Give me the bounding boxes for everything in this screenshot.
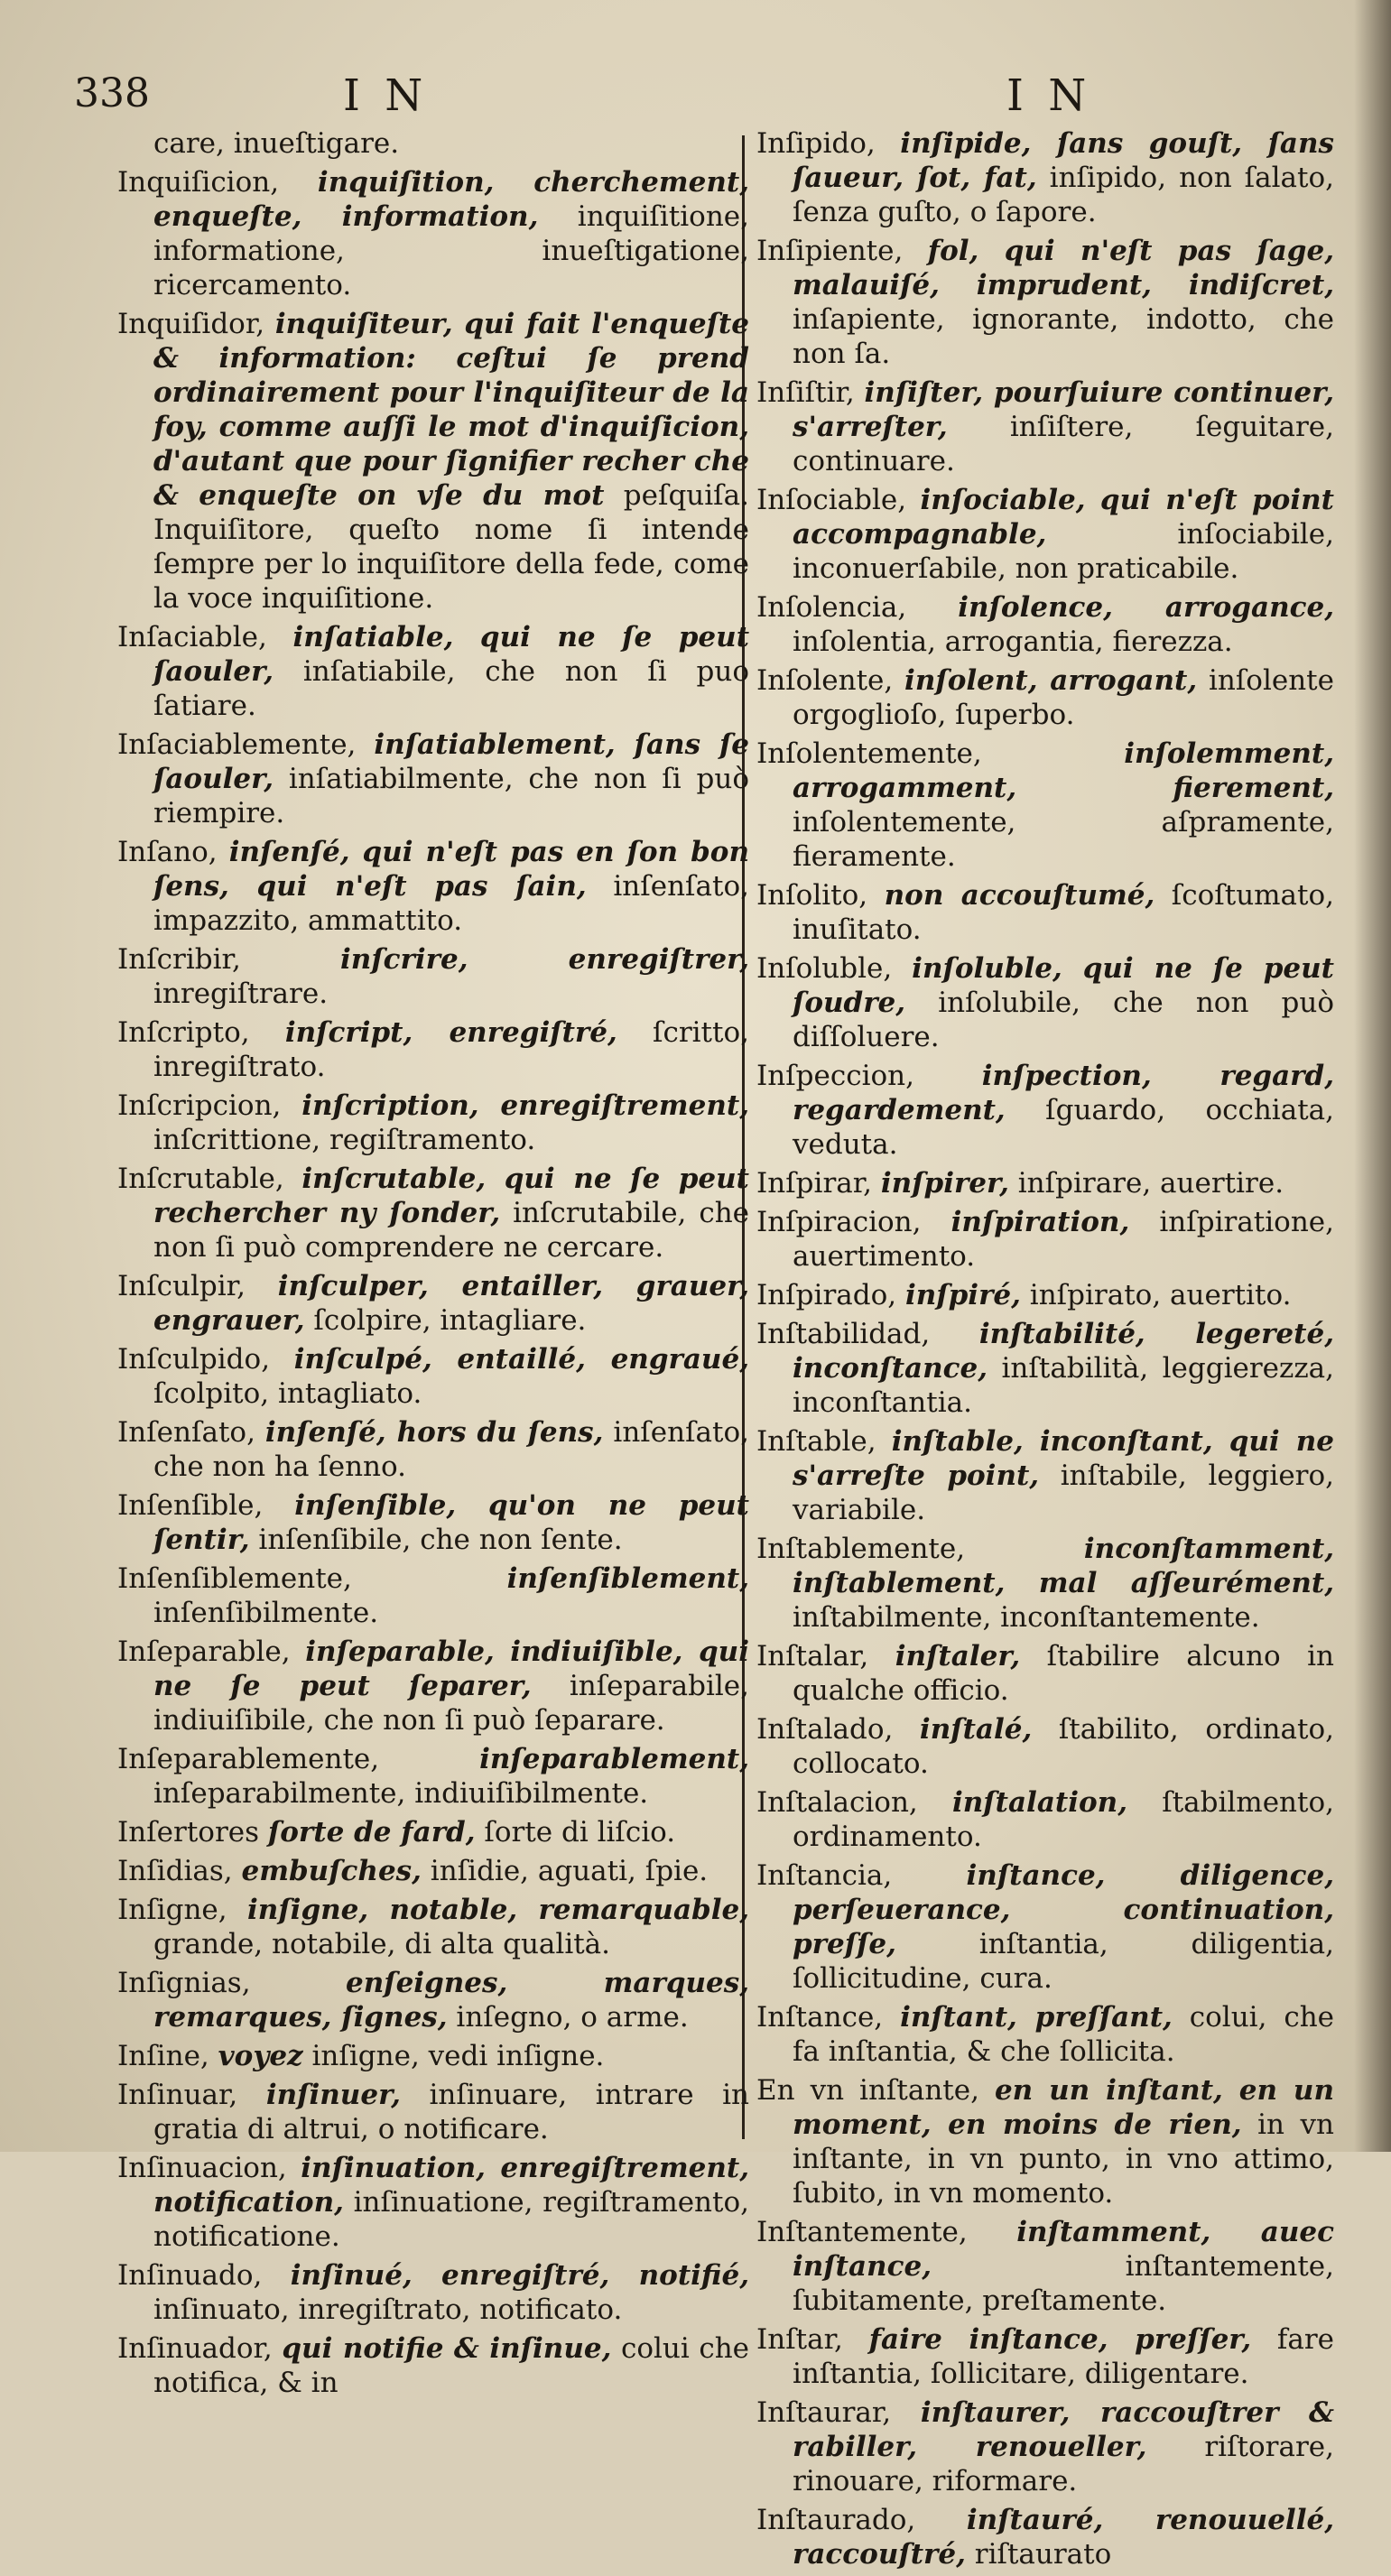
dictionary-entry bbox=[117, 1966, 749, 2034]
italian-gloss: inſpirare, auertire. bbox=[1017, 1167, 1284, 1200]
italian-gloss: inſiſtere, ſeguitare, continuare. bbox=[793, 411, 1335, 477]
french-gloss: inſoluble, qui ne ſe peut ſoudre, bbox=[793, 952, 1334, 1019]
italian-gloss: inſtabilità, leggierezza, inconſtantia. bbox=[793, 1352, 1334, 1419]
french-gloss: inſinué, enregiſtré, notifié, bbox=[290, 2259, 749, 2292]
headword: Inſoluble, bbox=[756, 952, 893, 985]
italian-gloss: inſidie, aguati, ſpie. bbox=[430, 1855, 709, 1887]
dictionary-entry bbox=[756, 126, 1334, 229]
french-gloss: inconſtamment, inſtablement, mal aſſeurément, bbox=[793, 1533, 1334, 1599]
french-gloss: qui notifie & inſinue, bbox=[282, 2332, 612, 2365]
headword: Inſpirar, bbox=[756, 1167, 873, 1200]
dictionary-entry bbox=[756, 1785, 1334, 1854]
headword: Inſtable, bbox=[756, 1425, 876, 1458]
dictionary-entry bbox=[756, 1166, 1334, 1200]
italian-gloss: ſtabilmento, ordinamento. bbox=[793, 1786, 1334, 1853]
left-column bbox=[117, 126, 749, 2405]
headword: Inſigne, bbox=[117, 1894, 227, 1926]
dictionary-entry bbox=[117, 307, 749, 616]
french-gloss: inſolent, arrogant, bbox=[904, 664, 1198, 697]
french-gloss: inſtabilité, legereté, inconſtance, bbox=[793, 1318, 1334, 1385]
dictionary-entry bbox=[117, 727, 749, 830]
italian-gloss: inſtantia, diligentia, ſollicitudine, cura. bbox=[793, 1928, 1334, 1995]
headword: Inſinuado, bbox=[117, 2259, 263, 2292]
dictionary-entry bbox=[756, 1858, 1334, 1996]
french-gloss: inſenſible, qu'on ne peut ſentir, bbox=[153, 1489, 749, 1556]
italian-gloss: inſpirato, auertito. bbox=[1029, 1279, 1292, 1311]
headword: Inſtancia, bbox=[756, 1859, 893, 1892]
headword: Inſtaurado, bbox=[756, 2504, 916, 2536]
french-gloss: ſorte de fard, bbox=[267, 1816, 476, 1849]
italian-gloss: inſenſato, impazzito, ammattito. bbox=[153, 870, 749, 937]
headword: Inſinuacion, bbox=[117, 2152, 287, 2184]
french-gloss: inſolence, arrogance, bbox=[958, 591, 1334, 624]
french-gloss: en un inſtant, en un moment, en moins de rien, bbox=[793, 2074, 1334, 2141]
french-gloss: non accouſtumé, bbox=[884, 879, 1155, 912]
french-gloss: inſtalé, bbox=[919, 1713, 1033, 1746]
italian-gloss: inſtantemente, ſubitamente, preſtamente. bbox=[793, 2250, 1334, 2317]
italian-gloss: inſenſibilmente. bbox=[153, 1597, 379, 1629]
dictionary-entry bbox=[756, 2000, 1334, 2069]
headword: En vn inſtante, bbox=[756, 2074, 979, 2107]
italian-gloss: inquiſitione, informatione, inueſtigatione, ricercamento. bbox=[153, 200, 749, 301]
french-gloss: inſenſiblement, bbox=[506, 1562, 749, 1595]
dictionary-entry bbox=[756, 737, 1334, 874]
dictionary-entry bbox=[117, 126, 749, 161]
dictionary-entry bbox=[117, 1269, 749, 1338]
headword: Inſpiracion, bbox=[756, 1206, 922, 1238]
italian-gloss: riſtaurato bbox=[974, 2538, 1112, 2571]
headword: Inſculpir, bbox=[117, 1270, 246, 1302]
headword: Inſculpido, bbox=[117, 1343, 271, 1376]
headword: Inſiſtir, bbox=[756, 376, 855, 409]
french-gloss: inſculpé, entaillé, engraué, bbox=[293, 1343, 749, 1376]
headword: Inſano, bbox=[117, 836, 218, 868]
headword: Inſtantemente, bbox=[756, 2216, 968, 2248]
dictionary-entry bbox=[756, 2073, 1334, 2210]
french-gloss: inſcrire, enregiſtrer, bbox=[340, 943, 750, 976]
headword: Inſtar, bbox=[756, 2323, 843, 2356]
headword: Inquiſidor, bbox=[117, 308, 265, 340]
italian-gloss: inſinuatione, regiſtramento, notificatione. bbox=[153, 2186, 750, 2253]
running-head-right: I N bbox=[1006, 70, 1092, 121]
headword: Inſtabilidad, bbox=[756, 1318, 931, 1350]
italian-gloss: inſociabile, inconuerſabile, non praticabile. bbox=[793, 518, 1334, 585]
dictionary-entry bbox=[117, 2039, 749, 2073]
italian-gloss: inſcrutabile, che non ſi può comprendere ne cercare. bbox=[153, 1197, 750, 1264]
headword: Inſtaurar, bbox=[756, 2396, 892, 2429]
dictionary-entry bbox=[756, 951, 1334, 1054]
italian-gloss: inſolubile, che non può diſſoluere. bbox=[793, 987, 1334, 1053]
french-gloss: inſenſé, hors du ſens, bbox=[264, 1416, 604, 1449]
headword: Inſinuador, bbox=[117, 2332, 273, 2365]
dictionary-entry bbox=[756, 663, 1334, 732]
italian-gloss: grande, notabile, di alta qualità. bbox=[153, 1928, 611, 1960]
french-gloss: inſigne, notable, remarquable, bbox=[247, 1894, 749, 1926]
french-gloss: inſatiable, qui ne ſe peut ſaouler, bbox=[153, 621, 750, 688]
french-gloss: inſpiration, bbox=[951, 1206, 1130, 1238]
headword: Inſaciable, bbox=[117, 621, 267, 653]
italian-gloss: riſtorare, rinouare, riformare. bbox=[793, 2431, 1334, 2497]
headword: Inſenſiblemente, bbox=[117, 1562, 352, 1595]
italian-gloss: inſolentemente, aſpramente, fieramente. bbox=[793, 806, 1334, 873]
headword: Inſolito, bbox=[756, 879, 868, 912]
french-gloss: faire inſtance, preſſer, bbox=[868, 2323, 1252, 2356]
italian-gloss: inſapiente, ignorante, indotto, che non ſa. bbox=[793, 303, 1334, 370]
italian-gloss: ſguardo, occhiata, veduta. bbox=[793, 1094, 1334, 1161]
dictionary-entry bbox=[756, 1059, 1334, 1162]
dictionary-entry bbox=[756, 1205, 1334, 1274]
dictionary-entry bbox=[117, 1162, 749, 1265]
dictionary-entry bbox=[117, 2331, 749, 2400]
french-gloss: inſpection, regard, regardement, bbox=[793, 1060, 1334, 1126]
italian-gloss: inregiſtrare. bbox=[153, 978, 329, 1010]
headword: Inſtablemente, bbox=[756, 1533, 966, 1565]
french-gloss: inſtaler, bbox=[895, 1640, 1021, 1673]
french-gloss: inſeparable, indiuiſible, qui ne ſe peut ſeparer, bbox=[153, 1635, 749, 1702]
french-gloss: inſtalation, bbox=[951, 1786, 1128, 1819]
french-gloss: inquiſition, cherchement, enqueſte, information, bbox=[153, 166, 749, 233]
french-gloss: enſeignes, marques, remarques, ſignes, bbox=[153, 1967, 749, 2034]
dictionary-entry bbox=[117, 620, 749, 723]
french-gloss: inſcription, enregiſtrement, bbox=[301, 1089, 749, 1122]
italian-gloss: inſeparabilmente, indiuiſibilmente. bbox=[153, 1777, 649, 1810]
headword: Inſcripcion, bbox=[117, 1089, 282, 1122]
italian-gloss: ſcolpito, intagliato. bbox=[153, 1377, 422, 1410]
italian-gloss: inſinuato, inregiſtrato, notificato. bbox=[153, 2293, 623, 2326]
dictionary-entry bbox=[756, 590, 1334, 659]
french-gloss: inſcrutable, qui ne ſe peut rechercher ny ſonder, bbox=[153, 1163, 749, 1229]
dictionary-entry bbox=[756, 1424, 1334, 1527]
french-gloss: inquiſiteur, qui fait l'enqueſte & information: ceſtui ſe prend ordinairement pour l'inquiſiteur de la foy, comme auſſi le mot d'inquiſicion, d'autant que pour ſignifier recher che & enqueſte on vſe du mot bbox=[153, 308, 749, 512]
dictionary-entry bbox=[117, 1742, 749, 1811]
dictionary-entry bbox=[756, 1317, 1334, 1420]
headword: Inſtalado, bbox=[756, 1713, 894, 1746]
headword: Inquiſicion, bbox=[117, 166, 280, 199]
dictionary-entry bbox=[117, 1635, 749, 1737]
italian-gloss: inſtabilmente, inconſtantemente. bbox=[793, 1601, 1260, 1634]
italian-gloss: ſcritto, inregiſtrato. bbox=[153, 1016, 749, 1083]
italian-gloss: peſquiſa. Inquiſitore, queſto nome ſi intende ſempre per lo inquiſitore della fede, come la voce inquiſitione. bbox=[153, 479, 749, 615]
dictionary-entry bbox=[117, 1893, 749, 1961]
dictionary-entry bbox=[117, 942, 749, 1011]
dictionary-entry bbox=[117, 1854, 749, 1888]
headword: Inſine, bbox=[117, 2040, 209, 2072]
headword: Inſeparablemente, bbox=[117, 1743, 380, 1775]
italian-gloss: ſtabilire alcuno in qualche officio. bbox=[793, 1640, 1334, 1707]
french-gloss: inſtamment, auec inſtance, bbox=[793, 2216, 1334, 2283]
french-gloss: inſtance, diligence, perſeuerance, continuation, preſſe, bbox=[793, 1859, 1334, 1960]
binding-shadow bbox=[1354, 0, 1391, 2152]
right-column bbox=[756, 126, 1334, 2576]
french-gloss: fol, qui n'eſt pas ſage, malauiſé, imprudent, indiſcret, bbox=[793, 235, 1334, 301]
french-gloss: inſiſter, pourſuiure continuer, s'arreſter, bbox=[793, 376, 1334, 443]
headword: Inſolentemente, bbox=[756, 737, 982, 770]
italian-gloss: ſorte di liſcio. bbox=[484, 1816, 676, 1849]
headword: Inſignias, bbox=[117, 1967, 251, 1999]
italian-gloss: fare inſtantia, ſollicitare, diligentare. bbox=[793, 2323, 1334, 2390]
headword: Inſeparable, bbox=[117, 1635, 291, 1668]
french-gloss: inſolemment, arrogamment, fierement, bbox=[793, 737, 1334, 804]
headword: Inſipiente, bbox=[756, 235, 904, 267]
french-gloss: inſatiablement, ſans ſe ſaouler, bbox=[153, 728, 750, 795]
headword: Inſenſible, bbox=[117, 1489, 264, 1522]
french-gloss: inſtable, inconſtant, qui ne s'arreſte point, bbox=[793, 1425, 1335, 1492]
italian-gloss: inſatiabilmente, che non ſi può riempire. bbox=[153, 763, 749, 829]
page-number: 338 bbox=[74, 70, 150, 116]
headword: Inſertores bbox=[117, 1816, 260, 1849]
headword: Inſaciablemente, bbox=[117, 728, 357, 761]
french-gloss: embuſches, bbox=[241, 1855, 422, 1887]
dictionary-entry bbox=[756, 1532, 1334, 1635]
headword: Inſipido, bbox=[756, 127, 876, 160]
dictionary-entry bbox=[756, 1639, 1334, 1708]
dictionary-entry bbox=[117, 1561, 749, 1630]
headword: Inſpirado, bbox=[756, 1279, 897, 1311]
french-gloss: inſociable, qui n'eſt point accompagnable, bbox=[793, 484, 1334, 551]
italian-gloss: ſcolpire, intagliare. bbox=[313, 1304, 587, 1337]
headword: Inſcripto, bbox=[117, 1016, 250, 1049]
headword: Inſenſato, bbox=[117, 1416, 255, 1449]
headword: Inſcribir, bbox=[117, 943, 241, 976]
french-gloss: inſipide, ſans gouſt, ſans ſaueur, ſot, fat, bbox=[793, 127, 1334, 194]
french-gloss: voyez bbox=[218, 2040, 303, 2072]
french-gloss: inſtant, preſſant, bbox=[900, 2001, 1173, 2034]
italian-gloss: ſtabilito, ordinato, collocato. bbox=[793, 1713, 1334, 1780]
italian-gloss: inſenſibile, che non ſente. bbox=[258, 1524, 623, 1556]
french-gloss: inſcript, enregiſtré, bbox=[284, 1016, 617, 1049]
headword: Inſtalar, bbox=[756, 1640, 869, 1673]
italian-gloss: inſtabile, leggiero, variabile. bbox=[793, 1459, 1334, 1526]
french-gloss: inſculper, entailler, grauer, engrauer, bbox=[153, 1270, 749, 1337]
dictionary-entry bbox=[117, 835, 749, 938]
dictionary-entry bbox=[756, 2215, 1334, 2318]
dictionary-entry bbox=[756, 375, 1334, 478]
dictionary-entry bbox=[756, 2395, 1334, 2498]
french-gloss: inſeparablement, bbox=[479, 1743, 749, 1775]
french-gloss: inſtauré, renouuellé, raccouſtré, bbox=[793, 2504, 1334, 2571]
french-gloss: inſpirer, bbox=[880, 1167, 1009, 1200]
italian-gloss: ſcoſtumato, inuſitato. bbox=[793, 879, 1335, 946]
dictionary-entry bbox=[117, 2258, 749, 2327]
dictionary-entry bbox=[756, 1712, 1334, 1781]
dictionary-entry bbox=[117, 2078, 749, 2146]
headword: Inſtalacion, bbox=[756, 1786, 918, 1819]
dictionary-entry bbox=[117, 1815, 749, 1849]
dictionary-entry bbox=[756, 234, 1334, 371]
running-head-left: I N bbox=[343, 70, 429, 121]
italian-gloss: inſinuare, intrare in gratia di altrui, o notificare. bbox=[153, 2079, 750, 2145]
italian-gloss: inſolentia, arrogantia, fierezza. bbox=[793, 625, 1233, 658]
dictionary-entry bbox=[117, 1015, 749, 1084]
french-gloss: inſenſé, qui n'eſt pas en ſon bon ſens, qui n'eſt pas ſain, bbox=[153, 836, 749, 903]
italian-gloss: inſatiabile, che non ſi puo ſatiare. bbox=[153, 655, 749, 722]
dictionary-entry bbox=[756, 878, 1334, 947]
headword: Inſinuar, bbox=[117, 2079, 238, 2111]
italian-gloss: colui che notifica, & in bbox=[153, 2332, 750, 2399]
italian-gloss: inſigne, vedi inſigne. bbox=[311, 2040, 605, 2072]
headword: Inſtance, bbox=[756, 2001, 884, 2034]
headword: Inſpeccion, bbox=[756, 1060, 914, 1092]
dictionary-entry bbox=[756, 2503, 1334, 2571]
italian-gloss: inſipido, non ſalato, ſenza guſto, o ſapore. bbox=[793, 162, 1334, 228]
headword: Inſcrutable, bbox=[117, 1163, 284, 1195]
french-gloss: inſtaurer, raccouſtrer & rabiller, renoueller, bbox=[793, 2396, 1334, 2463]
dictionary-entry bbox=[117, 2151, 749, 2254]
french-gloss: inſinuer, bbox=[265, 2079, 401, 2111]
italian-gloss: colui, che fa inſtantia, & che ſollicita. bbox=[793, 2001, 1335, 2068]
dictionary-entry bbox=[756, 483, 1334, 586]
french-gloss: inſinuation, enregiſtrement, notification, bbox=[153, 2152, 749, 2219]
headword: Inſolente, bbox=[756, 664, 894, 697]
italian-gloss: care, inueſtigare. bbox=[153, 127, 400, 160]
headword: Inſidias, bbox=[117, 1855, 233, 1887]
italian-gloss: inſpiratione, auertimento. bbox=[793, 1206, 1335, 1273]
dictionary-entry bbox=[756, 1278, 1334, 1312]
dictionary-entry bbox=[117, 1415, 749, 1484]
dictionary-entry bbox=[117, 1342, 749, 1411]
italian-gloss: inſenſato, che non ha ſenno. bbox=[153, 1416, 750, 1483]
dictionary-entry bbox=[756, 2322, 1334, 2391]
italian-gloss: inſegno, o arme. bbox=[456, 2001, 689, 2034]
dictionary-entry bbox=[117, 1089, 749, 1157]
dictionary-entry bbox=[117, 165, 749, 302]
italian-gloss: inſolente orgoglioſo, ſuperbo. bbox=[793, 664, 1334, 731]
italian-gloss: inſcrittione, regiſtramento. bbox=[153, 1124, 536, 1156]
italian-gloss: inſeparabile, indiuiſibile, che non ſi può ſeparare. bbox=[153, 1670, 750, 1737]
headword: Inſolencia, bbox=[756, 591, 907, 624]
italian-gloss: in vn inſtante, in vn punto, in vno attimo, ſubito, in vn momento. bbox=[793, 2108, 1334, 2210]
dictionary-entry bbox=[117, 1488, 749, 1557]
french-gloss: inſpiré, bbox=[904, 1279, 1021, 1311]
headword: Inſociable, bbox=[756, 484, 907, 516]
